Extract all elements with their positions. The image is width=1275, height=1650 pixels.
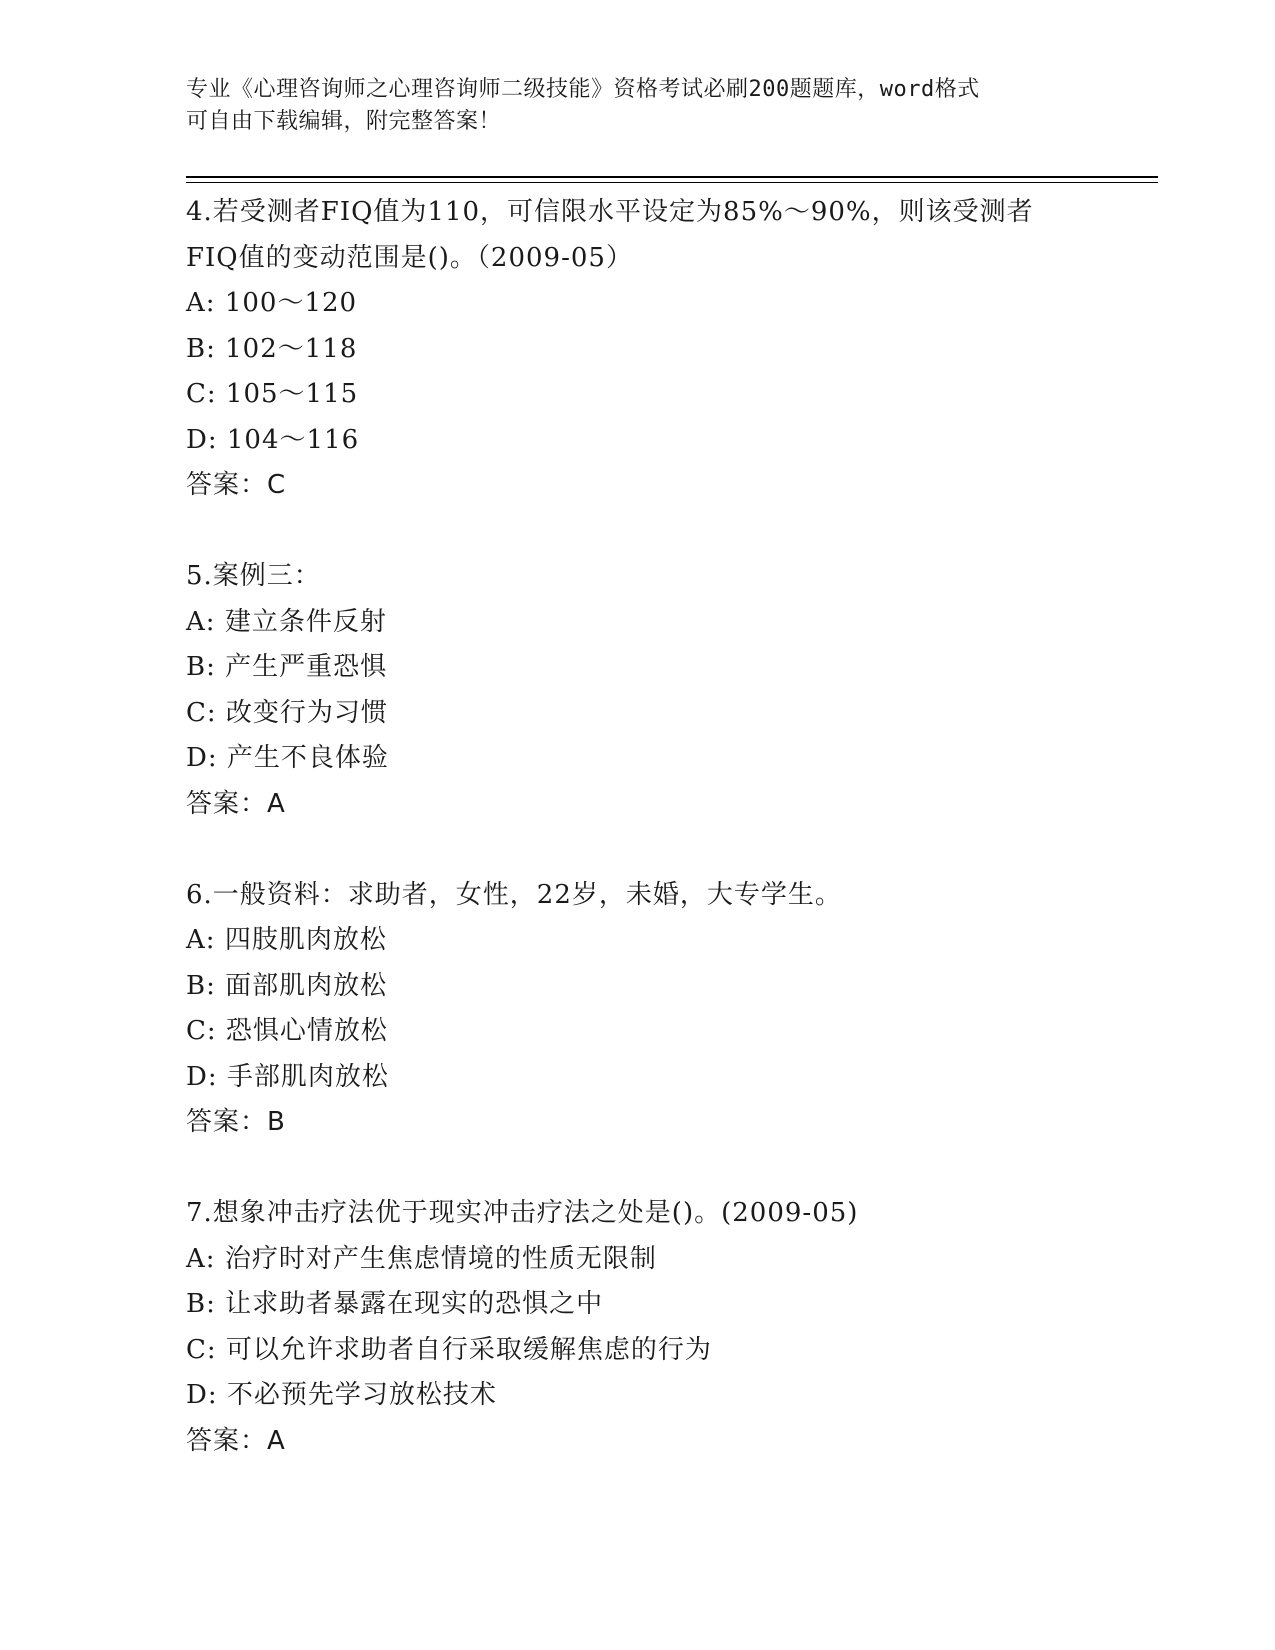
option-key: A: [186, 606, 216, 637]
option-text: 104～116 [226, 424, 360, 455]
question-block [186, 554, 1146, 873]
question-stem: 6.一般资料：求助者，女性，22岁，未婚，大专学生。 [186, 879, 842, 910]
question-block [186, 873, 1146, 1192]
answer-option [186, 281, 1146, 327]
header-line-2: 可自由下载编辑，附完整答案！ [186, 109, 502, 134]
answer-option [186, 645, 1146, 691]
option-key: C: [186, 379, 217, 409]
option-key: D: [186, 1061, 218, 1092]
answer-option [186, 372, 1146, 418]
option-text: 建立条件反射 [224, 606, 387, 637]
option-key: C: [186, 697, 217, 728]
answer-option [186, 964, 1146, 1010]
option-text: 产生严重恐惧 [225, 652, 388, 682]
answer-option [186, 1055, 1146, 1101]
answer-option [186, 1282, 1146, 1328]
header-divider-thick [186, 176, 1158, 178]
option-key: B: [186, 652, 216, 682]
option-text: 改变行为习惯 [225, 697, 388, 728]
question-spacer [186, 1146, 1146, 1192]
answer-option [186, 1237, 1146, 1283]
option-text: 105～115 [225, 379, 359, 409]
option-text: 产生不良体验 [226, 743, 389, 773]
answer-option [186, 1373, 1146, 1419]
answer-option [186, 691, 1146, 737]
answer-option [186, 1328, 1146, 1374]
question-stem: 5.案例三： [186, 561, 321, 591]
question-list [186, 190, 1146, 1464]
question-spacer [186, 827, 1146, 873]
document-header [186, 74, 1086, 138]
option-key: B: [186, 1289, 216, 1319]
option-text: 手部肌肉放松 [226, 1061, 389, 1092]
answer-key: 答案：A [186, 788, 286, 819]
answer-key: 答案：B [186, 1107, 286, 1137]
option-text: 可以允许求助者自行采取缓解焦虑的行为 [225, 1334, 712, 1365]
option-text: 让求助者暴露在现实的恐惧之中 [225, 1289, 604, 1319]
answer-key: 答案：C [186, 470, 287, 500]
header-line-1: 专业《心理咨询师之心理咨询师二级技能》资格考试必刷200题题库，word格式 [186, 77, 980, 102]
option-key: C: [186, 1016, 217, 1046]
option-text: 恐惧心情放松 [225, 1016, 388, 1046]
question-stem: FIQ值的变动范围是()。（2009-05） [186, 242, 633, 273]
question-stem: 7.想象冲击疗法优于现实冲击疗法之处是()。(2009-05) [186, 1198, 859, 1228]
option-key: A: [186, 925, 216, 955]
answer-option [186, 736, 1146, 782]
option-text: 治疗时对产生焦虑情境的性质无限制 [224, 1243, 657, 1274]
option-key: D: [186, 743, 218, 773]
option-key: A: [186, 1243, 216, 1274]
option-key: C: [186, 1334, 217, 1365]
option-text: 面部肌肉放松 [225, 970, 388, 1001]
header-divider-thin [186, 182, 1158, 183]
question-spacer [186, 509, 1146, 555]
question-block [186, 1191, 1146, 1464]
option-text: 不必预先学习放松技术 [226, 1380, 497, 1410]
option-key: B: [186, 970, 216, 1001]
answer-option [186, 918, 1146, 964]
option-key: D: [186, 424, 218, 455]
answer-option [186, 600, 1146, 646]
answer-option [186, 1009, 1146, 1055]
answer-key: 答案：A [186, 1425, 286, 1456]
answer-option [186, 418, 1146, 464]
option-text: 102～118 [225, 333, 358, 364]
option-key: D: [186, 1380, 218, 1410]
option-key: B: [186, 333, 216, 364]
answer-option [186, 327, 1146, 373]
question-block [186, 190, 1146, 554]
option-key: A: [186, 288, 216, 318]
question-stem: 4.若受测者FIQ值为110，可信限水平设定为85%～90%，则该受测者 [186, 197, 1034, 227]
option-text: 四肢肌肉放松 [224, 925, 387, 955]
option-text: 100～120 [224, 288, 358, 318]
